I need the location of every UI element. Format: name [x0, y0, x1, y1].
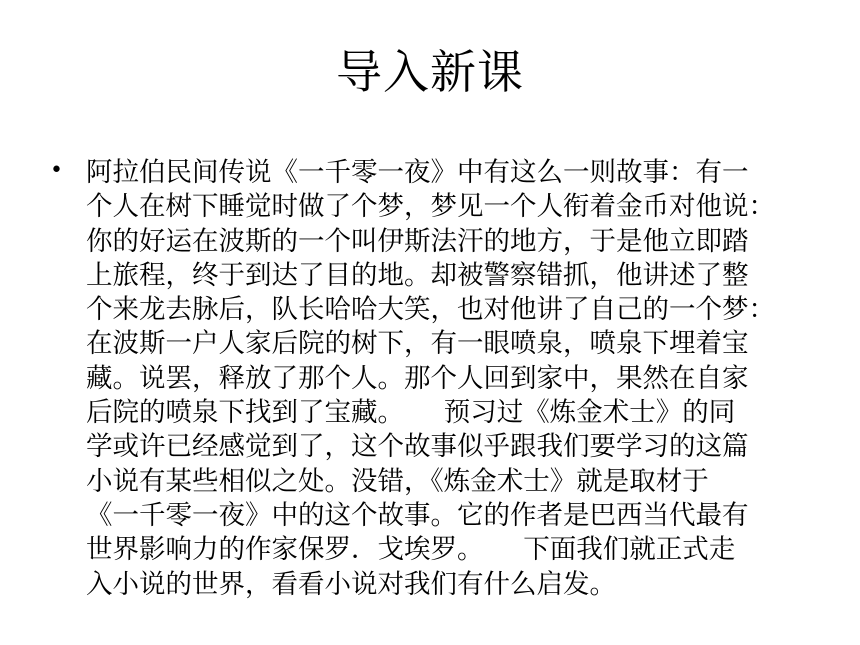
body-paragraph: [86, 156, 826, 602]
body-line: 个人在树下睡觉时做了个梦，梦见一个人衔着金币对他说：: [86, 191, 775, 223]
body-line: 入小说的世界，看看小说对我们有什么启发。: [86, 568, 616, 600]
body-line: 后院的喷泉下找到了宝藏。 预习过《炼金术士》的同: [86, 397, 736, 429]
body-line: 世界影响力的作家保罗．戈埃罗。 下面我们就正式走: [86, 534, 736, 566]
body-line: 你的好运在波斯的一个叫伊斯法汗的地方，于是他立即踏: [86, 225, 749, 257]
slide-title: 导入新课: [336, 45, 524, 99]
body-line: 《一千零一夜》中的这个故事。它的作者是巴西当代最有: [86, 499, 749, 531]
body-line: 学或许已经感觉到了，这个故事似乎跟我们要学习的这篇: [86, 431, 749, 463]
body-line: 上旅程，终于到达了目的地。却被警察错抓，他讲述了整: [86, 259, 749, 291]
body-line: 个来龙去脉后，队长哈哈大笑，也对他讲了自己的一个梦：: [86, 294, 775, 326]
body-line: 阿拉伯民间传说《一千零一夜》中有这么一则故事：有一: [86, 157, 749, 188]
body-line: 在波斯一户人家后院的树下，有一眼喷泉，喷泉下埋着宝: [86, 328, 749, 360]
bullet-marker: •: [50, 158, 63, 183]
body-line: 藏。说罢，释放了那个人。那个人回到家中，果然在自家: [86, 362, 749, 394]
body-line: 小说有某些相似之处。没错，《炼金术士》就是取材于: [86, 465, 709, 497]
